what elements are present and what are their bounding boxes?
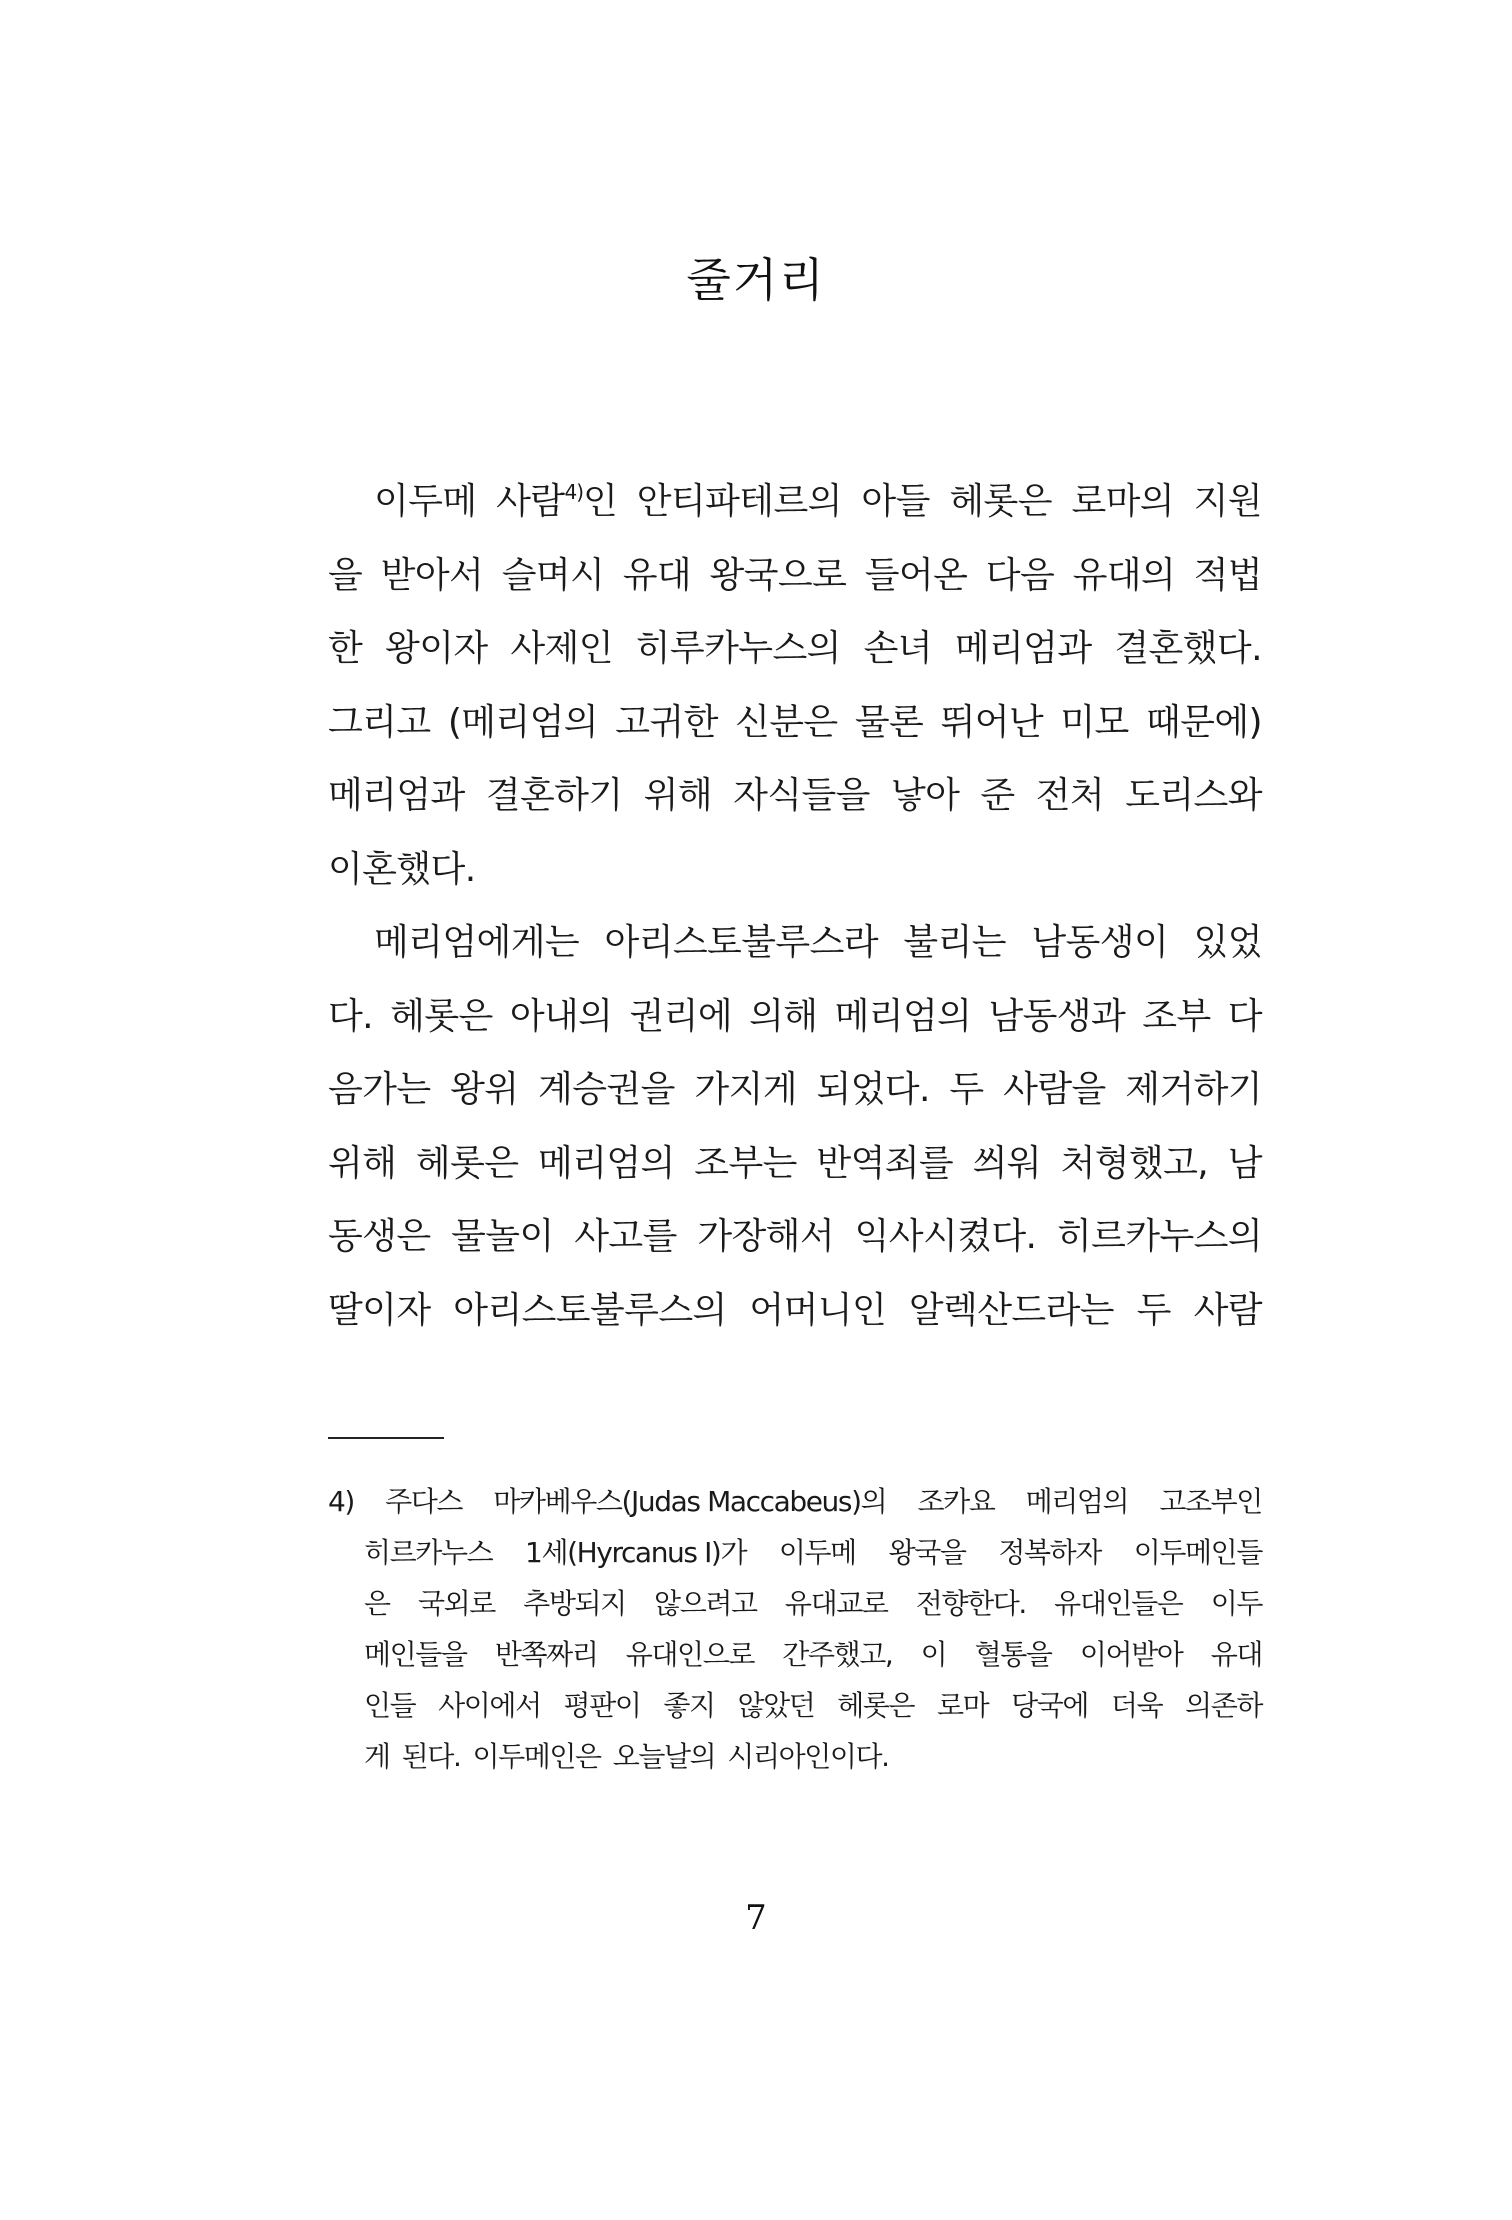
footnote-line [328,1580,1262,1631]
text-word: 남동생이 [1031,922,1169,963]
text-word: 메인들을 [364,1638,467,1671]
text-word: 물론 [854,701,924,743]
text-word: 어머니인 [749,1289,887,1331]
text-word: 간주했고, [782,1638,893,1671]
text-word: 사람을 [1003,1069,1106,1110]
text-word: 위해 [328,1142,397,1184]
text-word: 안티파테르의 [636,481,842,522]
text-word: 전처 [1035,775,1105,816]
text-word: 낳아 [890,775,960,816]
text-word: 로마 [937,1689,989,1722]
text-word: 유대교로 [784,1587,888,1620]
text-word: 두 [949,1069,984,1110]
paragraph-1 [328,472,1262,913]
text-word: 왕국으로 [709,554,847,596]
text-word: 인들 [364,1689,416,1722]
text-word: 당국에 [1011,1689,1089,1722]
text-word: 계승권을 [538,1069,675,1110]
text-word: 처형했고, [1060,1142,1209,1184]
text-word: 주다스 [385,1485,463,1518]
text-word: 히루카누스의 [635,628,841,669]
footnotes [328,1478,1262,1784]
footnote-line [328,1682,1262,1733]
text-word: 반역죄를 [816,1142,954,1184]
text-word: 메리엄과 [328,775,465,816]
body-line [328,766,1262,840]
text-word: 헤롯은 [837,1689,915,1722]
text-word: 더욱 [1110,1689,1163,1722]
text-word: 왕이자 [385,628,488,669]
text-word: 익사시켰다. [854,1216,1037,1257]
text-word: 을 [328,554,363,596]
text-word: 남동생과 [988,995,1126,1037]
text-word: 알렉산드라는 [908,1289,1114,1331]
text-word: 이두메 [778,1536,856,1569]
text-word: 반쪽짜리 [494,1638,598,1671]
text-word: 인 [583,481,618,522]
text-word: 다 [1227,995,1262,1037]
text-word: 사고를 [574,1216,677,1257]
text-word: 왕위 [450,1069,519,1110]
text-word: 그리고 [328,701,431,743]
text-word: 남 [1227,1142,1262,1184]
footnote-marker: 4) [328,1485,354,1518]
text-word: 받아서 [380,554,484,596]
text-word: 이어받아 [1079,1638,1183,1671]
body-line [328,619,1262,693]
text-word: 아들 [861,481,930,522]
body-line [328,1060,1262,1134]
text-word: 된다. [401,1740,461,1773]
text-word: 고귀한 [615,701,718,743]
text-word: 왕국을 [888,1536,966,1569]
text-word: 이혼했다. [328,848,476,890]
text-word: 이두메인은 [472,1740,601,1773]
text-word: 지원 [1193,481,1262,522]
text-word: 유대인으로 [625,1638,754,1671]
text-word: 로마의 [1071,481,1174,522]
text-word: 유대의 [1072,554,1176,596]
text-word: 유대 [1210,1638,1262,1671]
footnote-divider [328,1437,444,1439]
text-word: 손녀 [863,628,932,669]
text-word: 헤롯은 [415,1142,519,1184]
body-line [328,693,1262,767]
text-word: (메리엄의 [447,701,598,743]
text-word: 씌워 [972,1142,1042,1184]
paragraph-2 [328,913,1262,1354]
text-word: 유대인들은 [1054,1587,1183,1620]
text-word: 슬며시 [501,554,605,596]
footnote-4 [328,1478,1262,1784]
text-word: 사람 [1193,1289,1262,1331]
body-line [328,1134,1262,1208]
text-word: 준 [980,775,1015,816]
text-word: 사제인 [510,628,613,669]
text-word: 조카요 [917,1485,995,1518]
body-line [328,1281,1262,1355]
text-word: 조부는 [694,1142,797,1184]
text-word: 아리스토불루스라 [604,922,878,963]
text-word: 불리는 [903,922,1006,963]
text-word: 메리엄의 [834,995,972,1037]
text-word: 두 [1136,1289,1171,1331]
text-word: 다음 [985,554,1055,596]
text-word: 가장해서 [697,1216,835,1257]
text-word: 가지게 [694,1069,797,1110]
text-word: 때문에) [1145,701,1262,743]
text-word: 권리에 [629,995,732,1037]
body-line [328,840,1262,914]
page-title: 줄거리 [686,253,826,307]
text-word: 추방되지 [523,1587,626,1620]
body-line [328,472,1262,546]
text-word: 오늘날의 [612,1740,716,1773]
text-word: 이두메인들 [1133,1536,1262,1569]
text-word: 평판이 [563,1689,641,1722]
text-word: 자식들을 [733,775,870,816]
text-word: 않았던 [737,1689,815,1722]
footnote-line [328,1529,1262,1580]
text-word: 미모 [1060,701,1129,743]
text-word: 동생은 [328,1216,431,1257]
text-word: 1세(Hyrcanus I)가 [525,1536,747,1569]
text-word: 결혼하기 [485,775,623,816]
text-word: 조부 [1142,995,1211,1037]
text-word: 의존하 [1185,1689,1262,1722]
text-word: 메리엄의 [1025,1485,1129,1518]
text-word: 이두 [1210,1587,1262,1620]
text-word: 히르카누스 [364,1536,493,1569]
text-word: 시리아인이다. [727,1740,889,1773]
text-word: 좋지 [663,1689,715,1722]
text-word: 사이에서 [438,1689,541,1722]
footnote-reference: 4) [564,480,583,504]
page-number: 7 [745,1898,767,1938]
text-word: 음가는 [328,1069,431,1110]
text-word: 않으려고 [654,1587,757,1620]
text-word: 다. [328,995,374,1037]
footnote-line [328,1733,1262,1784]
text-word: 딸이자 [328,1289,431,1331]
text-word: 헤롯은 [390,995,493,1037]
text-word: 정복하자 [998,1536,1101,1569]
text-word: 헤롯은 [949,481,1052,522]
text-word: 유대 [622,554,692,596]
text-word: 전향한다. [915,1587,1026,1620]
text-word: 혈통을 [974,1638,1052,1671]
text-word: 적법 [1193,554,1262,596]
body-line [328,987,1262,1061]
text-word: 제거하기 [1125,1069,1262,1110]
text-word: 은 [364,1587,390,1620]
text-word: 국외로 [417,1587,495,1620]
text-word: 위해 [643,775,713,816]
text-word: 도리스와 [1125,775,1262,816]
text-word: 이 [920,1638,947,1671]
text-word: 물놀이 [451,1216,554,1257]
text-word: 결혼했다. [1114,628,1262,669]
text-word: 한 [328,628,363,669]
text-word: 메리엄의 [538,1142,675,1184]
text-word: 되었다. [816,1069,930,1110]
text-word: 이두메 [374,481,477,522]
text-word: 들어온 [864,554,968,596]
body-line [328,1207,1262,1281]
footnote-line [328,1631,1262,1682]
text-word: 메리엄에게는 [374,922,580,963]
text-word: 아내의 [509,995,613,1037]
text-word: 있었 [1193,922,1262,963]
body-text [328,472,1262,1354]
text-word: 의해 [749,995,818,1037]
text-word: 아리스토불루스의 [453,1289,727,1331]
text-word: 사람 [496,481,565,522]
text-word: 뛰어난 [940,701,1044,743]
text-word: 히르카누스의 [1056,1216,1262,1257]
text-word: 신분은 [735,701,838,743]
footnote-line [328,1478,1262,1529]
text-word: 게 [364,1740,390,1773]
text-word: 마카베우스(Judas Maccabeus)의 [493,1485,887,1518]
body-line [328,913,1262,987]
body-line [328,546,1262,620]
text-word: 메리엄과 [954,628,1092,669]
text-word: 고조부인 [1159,1485,1262,1518]
